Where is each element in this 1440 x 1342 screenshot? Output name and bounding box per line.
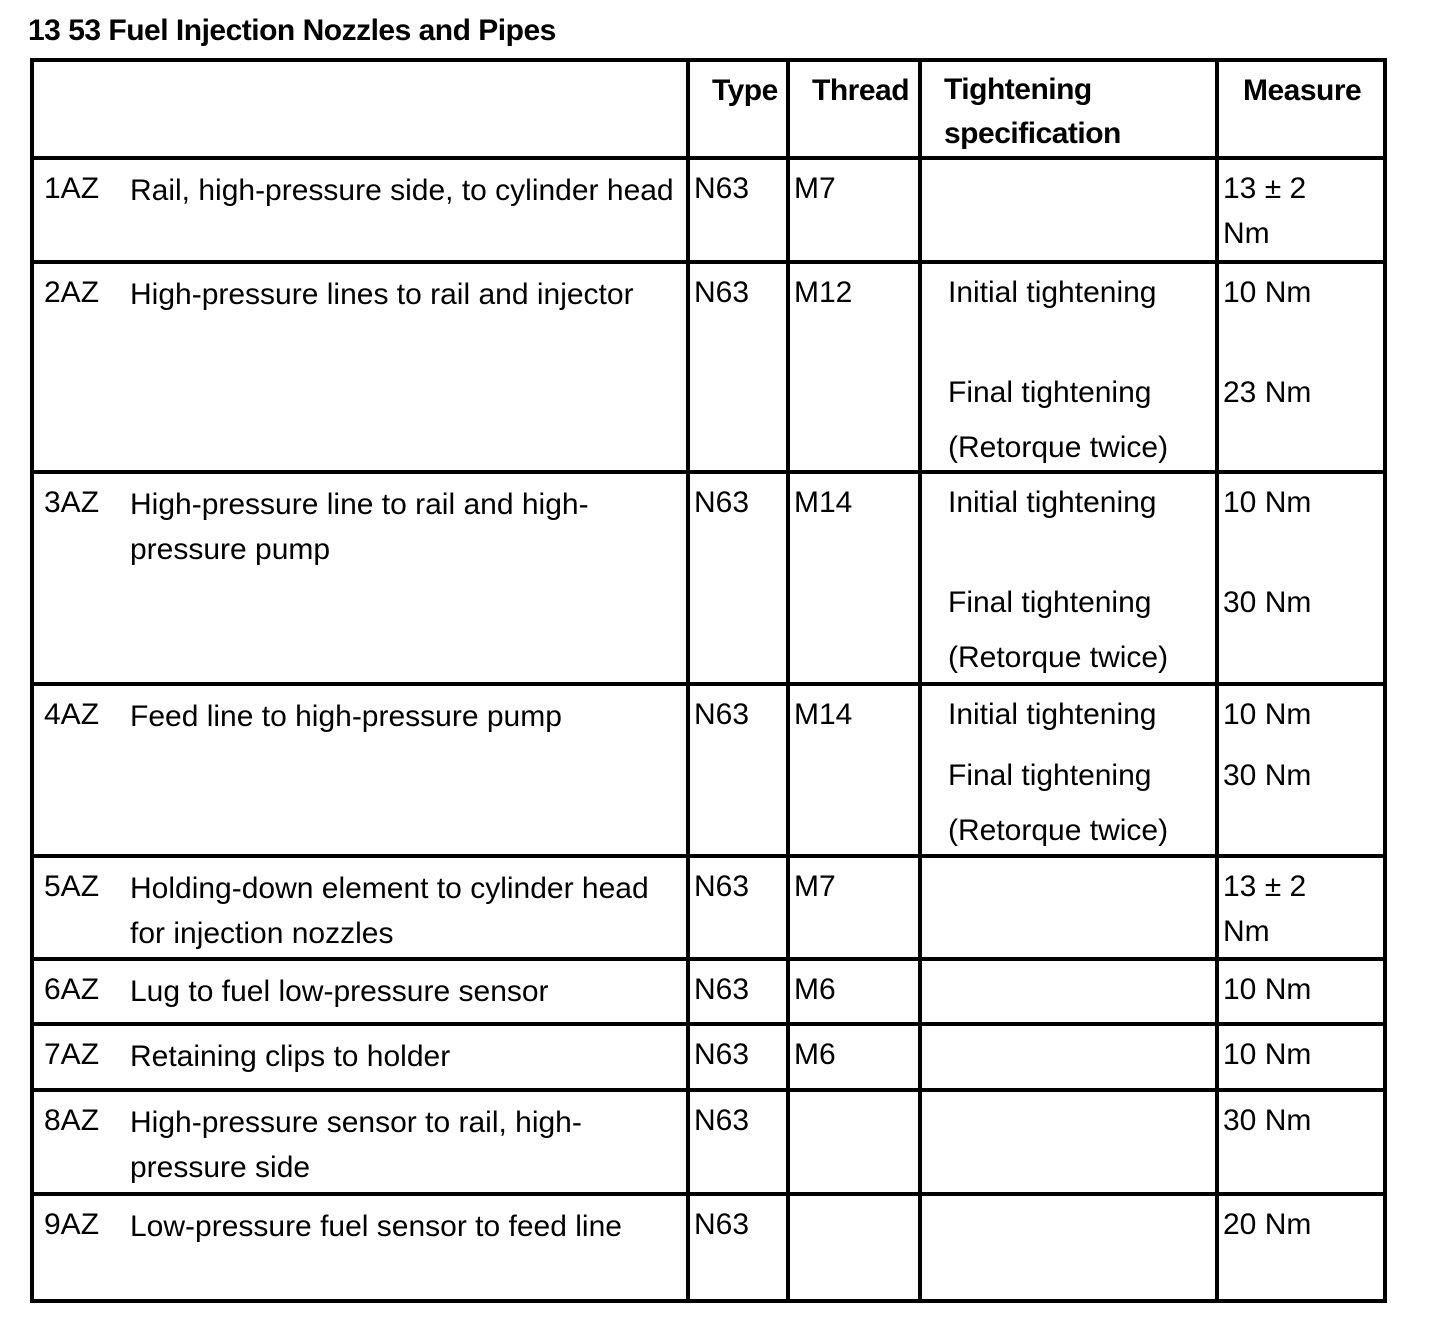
- row-measure: 30 Nm: [1217, 1090, 1385, 1194]
- row-measure: [1217, 472, 1385, 684]
- table-row: [32, 158, 1385, 262]
- spec-final-label: Final tightening: [948, 376, 1152, 409]
- measure-line1: 13 ± 2: [1223, 172, 1307, 205]
- row-tightening-spec: [920, 1024, 1217, 1090]
- row-code: 7AZ: [44, 1038, 100, 1071]
- row-type: N63: [688, 1194, 788, 1301]
- row-description: High-pressure line to rail and high-pressure pump: [130, 488, 589, 566]
- row-code: 8AZ: [44, 1104, 100, 1137]
- row-measure: 10 Nm: [1217, 959, 1385, 1024]
- header-thread: Thread: [788, 60, 920, 158]
- row-description: Holding-down element to cylinder head for injection nozzles: [130, 872, 649, 950]
- row-code: 1AZ: [44, 172, 100, 205]
- row-description: Low-pressure fuel sensor to feed line: [130, 1210, 622, 1243]
- row-type: N63: [688, 1090, 788, 1194]
- row-thread: M6: [788, 1024, 920, 1090]
- header-description: [32, 60, 688, 158]
- row-measure: [1217, 158, 1385, 262]
- row-type: N63: [688, 959, 788, 1024]
- row-type: N63: [688, 684, 788, 856]
- row-code: 3AZ: [44, 486, 100, 519]
- header-type: Type: [688, 60, 788, 158]
- row-type: N63: [688, 856, 788, 959]
- spec-note: (Retorque twice): [948, 641, 1169, 674]
- row-measure: [1217, 684, 1385, 856]
- table-row: [32, 959, 1385, 1024]
- row-tightening-spec: [920, 1090, 1217, 1194]
- row-code: 6AZ: [44, 973, 100, 1006]
- table-row: [32, 684, 1385, 856]
- table-row: [32, 1024, 1385, 1090]
- spec-initial-label: Initial tightening: [948, 276, 1157, 309]
- row-thread: M14: [788, 684, 920, 856]
- measure-initial: 10 Nm: [1223, 276, 1312, 309]
- spec-final-label: Final tightening: [948, 586, 1152, 619]
- measure-final: 23 Nm: [1223, 376, 1312, 409]
- row-measure: [1217, 856, 1385, 959]
- spec-note: (Retorque twice): [948, 431, 1169, 464]
- row-thread: [788, 1090, 920, 1194]
- row-tightening-spec: [920, 158, 1217, 262]
- header-tightening-specification: [920, 60, 1217, 158]
- row-description: Feed line to high-pressure pump: [130, 700, 562, 733]
- row-tightening-spec: [920, 684, 1217, 856]
- page-title: 13 53 Fuel Injection Nozzles and Pipes: [28, 14, 556, 47]
- row-thread: M7: [788, 158, 920, 262]
- row-tightening-spec: [920, 262, 1217, 472]
- row-tightening-spec: [920, 959, 1217, 1024]
- spec-note: (Retorque twice): [948, 814, 1169, 847]
- row-measure: [1217, 262, 1385, 472]
- header-measure: Measure: [1217, 60, 1385, 158]
- table-header-row: [32, 60, 1385, 158]
- measure-initial: 10 Nm: [1223, 698, 1312, 731]
- row-description: High-pressure lines to rail and injector: [130, 278, 634, 311]
- spec-final-label: Final tightening: [948, 759, 1152, 792]
- row-description: Rail, high-pressure side, to cylinder head: [130, 174, 674, 207]
- table-row: [32, 856, 1385, 959]
- torque-spec-table: [30, 58, 1387, 1303]
- header-tightening-line1: Tightening: [944, 73, 1092, 106]
- row-type: N63: [688, 1024, 788, 1090]
- row-tightening-spec: [920, 1194, 1217, 1301]
- table-row: [32, 472, 1385, 684]
- row-description: Retaining clips to holder: [130, 1040, 451, 1073]
- measure-line2: Nm: [1223, 217, 1270, 250]
- row-thread: M7: [788, 856, 920, 959]
- measure-initial: 10 Nm: [1223, 486, 1312, 519]
- row-description: High-pressure sensor to rail, high-pressure side: [130, 1106, 582, 1184]
- row-thread: M6: [788, 959, 920, 1024]
- row-code: 9AZ: [44, 1208, 100, 1241]
- measure-final: 30 Nm: [1223, 759, 1312, 792]
- row-thread: [788, 1194, 920, 1301]
- row-type: N63: [688, 158, 788, 262]
- measure-final: 30 Nm: [1223, 586, 1312, 619]
- measure-line2: Nm: [1223, 915, 1270, 948]
- row-type: N63: [688, 472, 788, 684]
- row-code: 4AZ: [44, 698, 100, 731]
- row-tightening-spec: [920, 856, 1217, 959]
- row-code: 2AZ: [44, 276, 100, 309]
- row-description: Lug to fuel low-pressure sensor: [130, 975, 549, 1008]
- row-thread: M14: [788, 472, 920, 684]
- row-type: N63: [688, 262, 788, 472]
- row-measure: 10 Nm: [1217, 1024, 1385, 1090]
- header-tightening-line2: specification: [944, 117, 1121, 150]
- measure-line1: 13 ± 2: [1223, 870, 1307, 903]
- row-code: 5AZ: [44, 870, 100, 903]
- spec-initial-label: Initial tightening: [948, 698, 1157, 731]
- spec-initial-label: Initial tightening: [948, 486, 1157, 519]
- table-row: [32, 1194, 1385, 1301]
- row-measure: 20 Nm: [1217, 1194, 1385, 1301]
- table-row: [32, 1090, 1385, 1194]
- row-thread: M12: [788, 262, 920, 472]
- table-row: [32, 262, 1385, 472]
- row-tightening-spec: [920, 472, 1217, 684]
